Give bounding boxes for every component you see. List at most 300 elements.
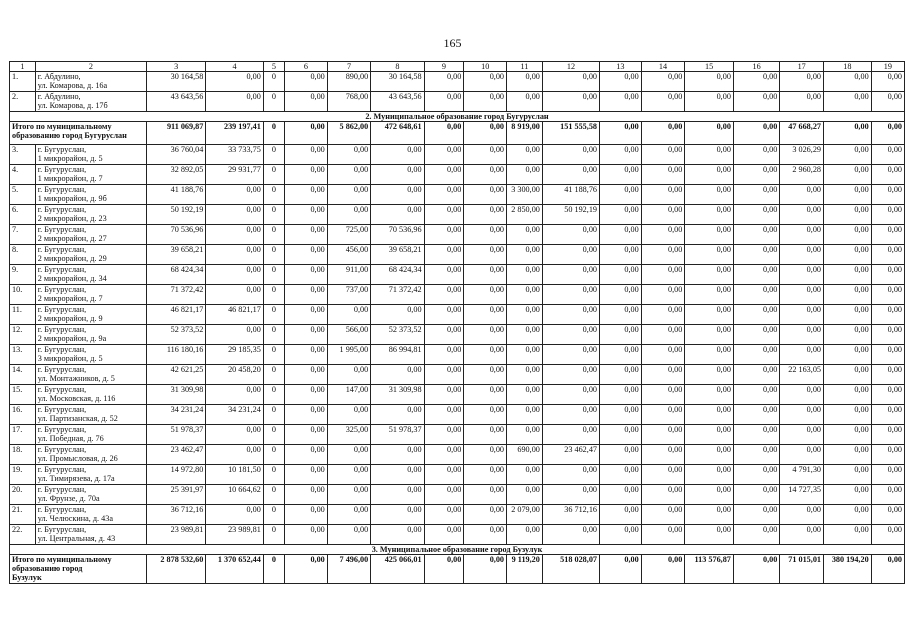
value-cell: 0,00 xyxy=(285,325,328,345)
address-line: ул. Тимирязева, д. 17а xyxy=(37,474,115,483)
value-cell: 0,00 xyxy=(685,465,734,485)
value-cell: 0,00 xyxy=(285,465,328,485)
column-number-header: 1 xyxy=(10,62,36,72)
value-cell: 0,00 xyxy=(685,205,734,225)
table-row xyxy=(10,72,905,92)
value-cell: 911,00 xyxy=(327,265,370,285)
value-cell: 0,00 xyxy=(780,525,824,545)
value-cell: 0,00 xyxy=(871,345,904,365)
value-cell: 0,00 xyxy=(464,92,507,112)
address-line: ул. Победная, д. 76 xyxy=(37,434,104,443)
value-cell: 0 xyxy=(263,385,284,405)
value-cell: 0,00 xyxy=(464,325,507,345)
value-cell: 0,00 xyxy=(542,485,599,505)
value-cell: 0,00 xyxy=(542,305,599,325)
address-cell xyxy=(35,265,146,285)
value-cell: 68 424,34 xyxy=(371,265,424,285)
table-row xyxy=(10,385,905,405)
address-line: г. Бугуруслан, xyxy=(37,265,87,274)
value-cell: 30 164,58 xyxy=(147,72,206,92)
value-cell: 0,00 xyxy=(685,325,734,345)
row-number: 21. xyxy=(10,505,36,525)
value-cell: 0,00 xyxy=(871,122,904,145)
table-row xyxy=(10,405,905,425)
address-cell xyxy=(35,245,146,265)
value-cell: 0,00 xyxy=(424,325,464,345)
value-cell: 0,00 xyxy=(824,92,872,112)
value-cell: 39 658,21 xyxy=(147,245,206,265)
value-cell: 0 xyxy=(263,145,284,165)
table-row xyxy=(10,92,905,112)
column-number-header: 13 xyxy=(600,62,642,72)
value-cell: 0,00 xyxy=(285,185,328,205)
address-line: 2 микрорайон, д. 34 xyxy=(37,274,107,283)
value-cell: 0,00 xyxy=(780,245,824,265)
value-cell: 0,00 xyxy=(424,185,464,205)
value-cell: 0,00 xyxy=(507,225,543,245)
value-cell: 0 xyxy=(263,405,284,425)
value-cell: 0,00 xyxy=(780,225,824,245)
value-cell: 0,00 xyxy=(206,425,263,445)
column-number-header: 11 xyxy=(507,62,543,72)
value-cell: 0,00 xyxy=(733,145,779,165)
value-cell: 0,00 xyxy=(824,185,872,205)
value-cell: 70 536,96 xyxy=(147,225,206,245)
page-number: 165 xyxy=(443,36,462,50)
value-cell: 0,00 xyxy=(285,505,328,525)
column-number-header: 19 xyxy=(871,62,904,72)
address-line: г. Бугуруслан, xyxy=(37,345,87,354)
value-cell: 7 496,00 xyxy=(327,555,370,584)
address-line: ул. Челюскина, д. 43а xyxy=(37,514,113,523)
value-cell: 239 197,41 xyxy=(206,122,263,145)
value-cell: 0,00 xyxy=(285,225,328,245)
value-cell: 0,00 xyxy=(424,265,464,285)
value-cell: 0,00 xyxy=(507,465,543,485)
value-cell: 0,00 xyxy=(733,445,779,465)
value-cell: 0,00 xyxy=(685,92,734,112)
value-cell: 0,00 xyxy=(542,165,599,185)
value-cell: 0,00 xyxy=(371,465,424,485)
value-cell: 0,00 xyxy=(327,525,370,545)
value-cell: 0,00 xyxy=(824,405,872,425)
value-cell: 0,00 xyxy=(733,405,779,425)
value-cell: 0,00 xyxy=(780,72,824,92)
value-cell: 0,00 xyxy=(424,245,464,265)
value-cell: 0,00 xyxy=(464,205,507,225)
value-cell: 0,00 xyxy=(507,525,543,545)
value-cell: 0,00 xyxy=(733,265,779,285)
value-cell: 0 xyxy=(263,505,284,525)
value-cell: 14 727,35 xyxy=(780,485,824,505)
value-cell: 0,00 xyxy=(600,145,642,165)
value-cell: 0,00 xyxy=(824,305,872,325)
row-number: 22. xyxy=(10,525,36,545)
value-cell: 0,00 xyxy=(464,525,507,545)
value-cell: 0,00 xyxy=(780,405,824,425)
value-cell: 0,00 xyxy=(733,505,779,525)
value-cell: 3 026,29 xyxy=(780,145,824,165)
value-cell: 0,00 xyxy=(507,245,543,265)
value-cell: 0,00 xyxy=(871,305,904,325)
value-cell: 0,00 xyxy=(824,505,872,525)
value-cell: 380 194,20 xyxy=(824,555,872,584)
value-cell: 0,00 xyxy=(641,122,685,145)
value-cell: 0,00 xyxy=(871,145,904,165)
value-cell: 0,00 xyxy=(285,265,328,285)
value-cell: 0,00 xyxy=(641,145,685,165)
value-cell: 0,00 xyxy=(464,445,507,465)
value-cell: 0,00 xyxy=(371,405,424,425)
address-cell xyxy=(35,325,146,345)
address-line: г. Бугуруслан, xyxy=(37,385,87,394)
value-cell: 0,00 xyxy=(733,345,779,365)
value-cell: 725,00 xyxy=(327,225,370,245)
value-cell: 0,00 xyxy=(464,165,507,185)
value-cell: 0,00 xyxy=(824,365,872,385)
column-number-header: 10 xyxy=(464,62,507,72)
value-cell: 0,00 xyxy=(600,405,642,425)
table-row xyxy=(10,205,905,225)
address-cell xyxy=(35,345,146,365)
value-cell: 0,00 xyxy=(424,525,464,545)
value-cell: 0,00 xyxy=(685,525,734,545)
value-cell: 0,00 xyxy=(780,325,824,345)
value-cell: 0,00 xyxy=(600,485,642,505)
value-cell: 0,00 xyxy=(780,92,824,112)
value-cell: 0,00 xyxy=(871,225,904,245)
value-cell: 0,00 xyxy=(780,425,824,445)
table-row xyxy=(10,185,905,205)
address-line: г. Бугуруслан, xyxy=(37,425,87,434)
table-row xyxy=(10,265,905,285)
value-cell: 0,00 xyxy=(371,205,424,225)
total-label xyxy=(10,555,147,584)
value-cell: 36 760,04 xyxy=(147,145,206,165)
value-cell: 23 462,47 xyxy=(542,445,599,465)
value-cell: 0,00 xyxy=(285,445,328,465)
value-cell: 31 309,98 xyxy=(147,385,206,405)
value-cell: 0,00 xyxy=(824,145,872,165)
table-row xyxy=(10,525,905,545)
value-cell: 0,00 xyxy=(424,285,464,305)
value-cell: 0,00 xyxy=(285,305,328,325)
address-line: г. Абдулино, xyxy=(37,72,81,81)
value-cell: 0,00 xyxy=(600,265,642,285)
value-cell: 0,00 xyxy=(824,245,872,265)
value-cell: 0 xyxy=(263,485,284,505)
value-cell: 0,00 xyxy=(285,425,328,445)
value-cell: 0,00 xyxy=(641,185,685,205)
address-line: г. Бугуруслан, xyxy=(37,525,87,534)
value-cell: 0,00 xyxy=(871,385,904,405)
value-cell: 0,00 xyxy=(285,345,328,365)
value-cell: 0,00 xyxy=(542,385,599,405)
value-cell: 0,00 xyxy=(542,345,599,365)
value-cell: 0 xyxy=(263,165,284,185)
row-number: 8. xyxy=(10,245,36,265)
value-cell: 0,00 xyxy=(327,205,370,225)
value-cell: 0,00 xyxy=(600,345,642,365)
value-cell: 0,00 xyxy=(464,365,507,385)
column-number-header: 8 xyxy=(371,62,424,72)
value-cell: 0,00 xyxy=(733,245,779,265)
value-cell: 0,00 xyxy=(542,405,599,425)
value-cell: 0,00 xyxy=(600,305,642,325)
address-line: 1 микрорайон, д. 7 xyxy=(37,174,103,183)
value-cell: 456,00 xyxy=(327,245,370,265)
value-cell: 0,00 xyxy=(641,205,685,225)
value-cell: 0,00 xyxy=(600,122,642,145)
table-row xyxy=(10,505,905,525)
value-cell: 0,00 xyxy=(824,345,872,365)
value-cell: 2 960,28 xyxy=(780,165,824,185)
value-cell: 0,00 xyxy=(464,245,507,265)
address-cell xyxy=(35,525,146,545)
value-cell: 0,00 xyxy=(327,445,370,465)
value-cell: 0,00 xyxy=(641,365,685,385)
value-cell: 0,00 xyxy=(685,305,734,325)
value-cell: 29 931,77 xyxy=(206,165,263,185)
address-line: г. Бугуруслан, xyxy=(37,245,87,254)
value-cell: 2 079,00 xyxy=(507,505,543,525)
value-cell: 4 791,30 xyxy=(780,465,824,485)
value-cell: 31 309,98 xyxy=(371,385,424,405)
value-cell: 911 069,87 xyxy=(147,122,206,145)
total-label-line: Итого по муниципальному xyxy=(12,555,112,564)
value-cell: 0,00 xyxy=(464,555,507,584)
value-cell: 32 892,05 xyxy=(147,165,206,185)
value-cell: 0,00 xyxy=(600,245,642,265)
value-cell: 0,00 xyxy=(327,185,370,205)
value-cell: 0 xyxy=(263,225,284,245)
value-cell: 0,00 xyxy=(733,185,779,205)
value-cell: 0,00 xyxy=(641,555,685,584)
value-cell: 0,00 xyxy=(780,205,824,225)
address-line: ул. Монтажников, д. 5 xyxy=(37,374,115,383)
value-cell: 10 181,50 xyxy=(206,465,263,485)
column-number-header: 9 xyxy=(424,62,464,72)
value-cell: 0,00 xyxy=(542,92,599,112)
value-cell: 0,00 xyxy=(600,465,642,485)
value-cell: 0,00 xyxy=(871,445,904,465)
value-cell: 0,00 xyxy=(641,92,685,112)
value-cell: 0,00 xyxy=(871,265,904,285)
row-number: 1. xyxy=(10,72,36,92)
total-label-line: образованию город Бугуруслан xyxy=(12,131,127,140)
value-cell: 0,00 xyxy=(464,72,507,92)
value-cell: 0,00 xyxy=(733,555,779,584)
value-cell: 0,00 xyxy=(285,145,328,165)
section-title: 3. Муниципальное образование город Бузулук xyxy=(10,545,905,555)
address-cell xyxy=(35,305,146,325)
value-cell: 0,00 xyxy=(464,122,507,145)
value-cell: 0,00 xyxy=(600,555,642,584)
value-cell: 0 xyxy=(263,265,284,285)
value-cell: 0,00 xyxy=(871,205,904,225)
column-number-header: 3 xyxy=(147,62,206,72)
value-cell: 0,00 xyxy=(733,225,779,245)
value-cell: 52 373,52 xyxy=(147,325,206,345)
value-cell: 0,00 xyxy=(824,265,872,285)
value-cell: 71 372,42 xyxy=(371,285,424,305)
address-line: 3 микрорайон, д. 5 xyxy=(37,354,103,363)
address-line: г. Бугуруслан, xyxy=(37,485,87,494)
value-cell: 0,00 xyxy=(600,225,642,245)
value-cell: 0,00 xyxy=(206,205,263,225)
value-cell: 0,00 xyxy=(641,525,685,545)
value-cell: 151 555,58 xyxy=(542,122,599,145)
row-number: 4. xyxy=(10,165,36,185)
section-header-row xyxy=(10,545,905,555)
value-cell: 0,00 xyxy=(871,525,904,545)
value-cell: 41 188,76 xyxy=(147,185,206,205)
row-number: 17. xyxy=(10,425,36,445)
address-line: г. Бугуруслан, xyxy=(37,325,87,334)
row-number: 9. xyxy=(10,265,36,285)
value-cell: 36 712,16 xyxy=(542,505,599,525)
value-cell: 0,00 xyxy=(871,485,904,505)
value-cell: 0 xyxy=(263,92,284,112)
address-line: г. Бугуруслан, xyxy=(37,365,87,374)
value-cell: 518 028,07 xyxy=(542,555,599,584)
value-cell: 0,00 xyxy=(424,405,464,425)
value-cell: 29 185,35 xyxy=(206,345,263,365)
table-row xyxy=(10,365,905,385)
value-cell: 0,00 xyxy=(285,165,328,185)
value-cell: 0,00 xyxy=(871,92,904,112)
address-cell xyxy=(35,185,146,205)
value-cell: 0,00 xyxy=(871,505,904,525)
value-cell: 43 643,56 xyxy=(147,92,206,112)
column-number-header: 16 xyxy=(733,62,779,72)
value-cell: 0,00 xyxy=(285,555,328,584)
column-number-header: 17 xyxy=(780,62,824,72)
value-cell: 0,00 xyxy=(424,385,464,405)
value-cell: 0 xyxy=(263,185,284,205)
value-cell: 0,00 xyxy=(871,285,904,305)
value-cell: 1 995,00 xyxy=(327,345,370,365)
value-cell: 737,00 xyxy=(327,285,370,305)
value-cell: 0,00 xyxy=(206,265,263,285)
value-cell: 0,00 xyxy=(542,72,599,92)
value-cell: 0,00 xyxy=(780,345,824,365)
value-cell: 0 xyxy=(263,555,284,584)
value-cell: 0,00 xyxy=(371,145,424,165)
table-row xyxy=(10,305,905,325)
total-label-line: Бузулук xyxy=(12,573,42,582)
address-cell xyxy=(35,145,146,165)
value-cell: 0,00 xyxy=(464,305,507,325)
value-cell: 0,00 xyxy=(780,445,824,465)
value-cell: 0,00 xyxy=(507,345,543,365)
value-cell: 33 733,75 xyxy=(206,145,263,165)
address-cell xyxy=(35,365,146,385)
address-cell xyxy=(35,445,146,465)
value-cell: 0,00 xyxy=(464,385,507,405)
address-line: 2 микрорайон, д. 23 xyxy=(37,214,107,223)
value-cell: 50 192,19 xyxy=(542,205,599,225)
value-cell: 0,00 xyxy=(600,445,642,465)
value-cell: 0,00 xyxy=(424,465,464,485)
address-cell xyxy=(35,72,146,92)
value-cell: 0,00 xyxy=(733,365,779,385)
value-cell: 0,00 xyxy=(824,225,872,245)
row-number: 11. xyxy=(10,305,36,325)
value-cell: 0,00 xyxy=(285,365,328,385)
value-cell: 0,00 xyxy=(327,145,370,165)
value-cell: 0,00 xyxy=(464,485,507,505)
value-cell: 0,00 xyxy=(733,325,779,345)
row-number: 13. xyxy=(10,345,36,365)
value-cell: 0,00 xyxy=(464,265,507,285)
data-table xyxy=(9,61,905,584)
value-cell: 2 878 532,60 xyxy=(147,555,206,584)
value-cell: 0,00 xyxy=(733,425,779,445)
address-line: ул. Партизанская, д. 52 xyxy=(37,414,118,423)
value-cell: 51 978,37 xyxy=(371,425,424,445)
row-number: 2. xyxy=(10,92,36,112)
address-line: ул. Центральная, д. 43 xyxy=(37,534,116,543)
value-cell: 0,00 xyxy=(424,555,464,584)
value-cell: 0,00 xyxy=(733,72,779,92)
value-cell: 0,00 xyxy=(641,485,685,505)
value-cell: 0,00 xyxy=(542,265,599,285)
value-cell: 0 xyxy=(263,525,284,545)
row-number: 7. xyxy=(10,225,36,245)
value-cell: 0,00 xyxy=(464,465,507,485)
address-line: г. Бугуруслан, xyxy=(37,145,87,154)
column-number-header: 5 xyxy=(263,62,284,72)
value-cell: 0,00 xyxy=(424,225,464,245)
value-cell: 46 821,17 xyxy=(147,305,206,325)
value-cell: 0,00 xyxy=(685,365,734,385)
value-cell: 0,00 xyxy=(641,385,685,405)
address-cell xyxy=(35,485,146,505)
value-cell: 0,00 xyxy=(542,525,599,545)
address-cell xyxy=(35,505,146,525)
value-cell: 0 xyxy=(263,285,284,305)
address-line: г. Бугуруслан, xyxy=(37,165,87,174)
address-line: г. Бугуруслан, xyxy=(37,445,87,454)
row-number: 14. xyxy=(10,365,36,385)
value-cell: 0,00 xyxy=(641,265,685,285)
value-cell: 0,00 xyxy=(871,555,904,584)
table-row xyxy=(10,285,905,305)
value-cell: 0,00 xyxy=(507,285,543,305)
value-cell: 0,00 xyxy=(641,165,685,185)
value-cell: 0,00 xyxy=(824,325,872,345)
value-cell: 0,00 xyxy=(542,325,599,345)
value-cell: 0,00 xyxy=(507,425,543,445)
value-cell: 0,00 xyxy=(206,385,263,405)
address-line: ул. Московская, д. 116 xyxy=(37,394,116,403)
value-cell: 0,00 xyxy=(685,72,734,92)
value-cell: 23 989,81 xyxy=(206,525,263,545)
value-cell: 0,00 xyxy=(600,525,642,545)
value-cell: 0,00 xyxy=(600,92,642,112)
value-cell: 0,00 xyxy=(685,425,734,445)
value-cell: 0 xyxy=(263,365,284,385)
address-line: 2 микрорайон, д. 9а xyxy=(37,334,107,343)
value-cell: 0,00 xyxy=(824,525,872,545)
value-cell: 0,00 xyxy=(542,225,599,245)
value-cell: 0,00 xyxy=(641,445,685,465)
value-cell: 0 xyxy=(263,305,284,325)
value-cell: 113 576,87 xyxy=(685,555,734,584)
value-cell: 0,00 xyxy=(371,505,424,525)
value-cell: 0,00 xyxy=(424,305,464,325)
